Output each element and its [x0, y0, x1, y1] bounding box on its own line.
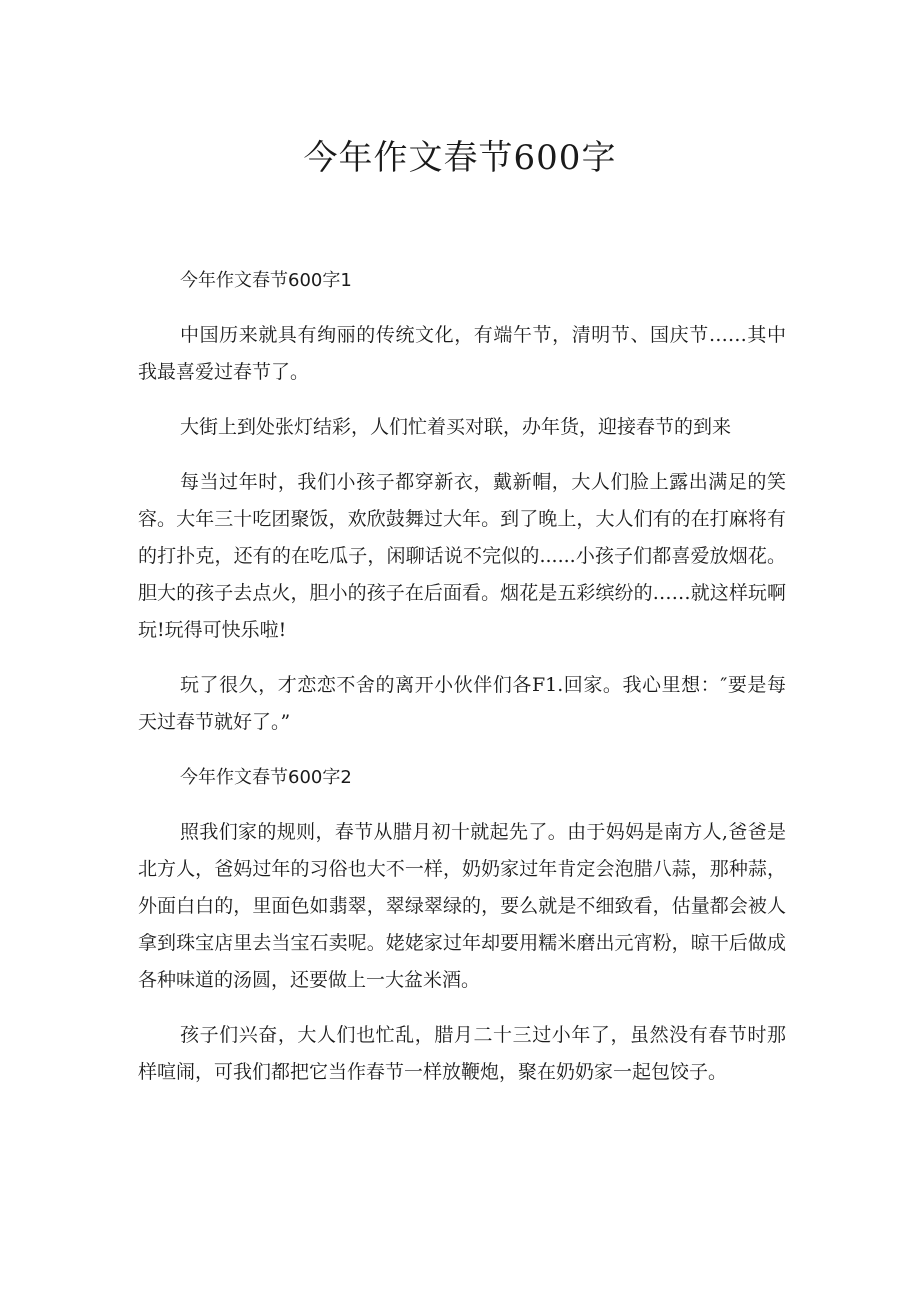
section-heading: 今年作文春节600字2 [180, 767, 352, 788]
document-title: 今年作文春节600字 [303, 138, 617, 178]
paragraph: 大街上到处张灯结彩，人们忙着买对联，办年货，迎接春节的到来 [180, 416, 732, 438]
paragraph: 玩了很久，才恋恋不舍的离开小伙伴们各F1.回家。我心里想：″要是每天过春节就好了。” [138, 674, 786, 733]
paragraph: 照我们家的规则，春节从腊月初十就起先了。由于妈妈是南方人,爸爸是北方人，爸妈过年的习俗也大不一样，奶奶家过年肯定会泡腊八蒜，那种蒜，外面白白的，里面色如翡翠，翠绿翠绿的，要么就是不细致看，估量都会被人拿到珠宝店里去当宝石卖呢。姥姥家过年却要用糯米磨出元宵粉，晾干后做成各种味道的汤圆，还要做上一大盆米酒。 [138, 821, 786, 991]
document-body [138, 262, 786, 1109]
paragraph: 孩子们兴奋，大人们也忙乱，腊月二十三过小年了，虽然没有春节时那样喧闹，可我们都把它当作春节一样放鞭炮，聚在奶奶家一起包饺子。 [138, 1024, 786, 1083]
paragraph: 每当过年时，我们小孩子都穿新衣，戴新帽，大人们脸上露出满足的笑容。大年三十吃团聚饭，欢欣鼓舞过大年。到了晚上，大人们有的在打麻将有的打扑克，还有的在吃瓜子，闲聊话说不完似的......小孩子们都喜爱放烟花。胆大的孩子去点火，胆小的孩子在后面看。烟花是五彩缤纷的……就这样玩啊玩!玩得可快乐啦! [138, 471, 786, 641]
paragraph: 中国历来就具有绚丽的传统文化，有端午节，清明节、国庆节……其中我最喜爱过春节了。 [138, 324, 786, 383]
section-heading: 今年作文春节600字1 [180, 270, 352, 291]
